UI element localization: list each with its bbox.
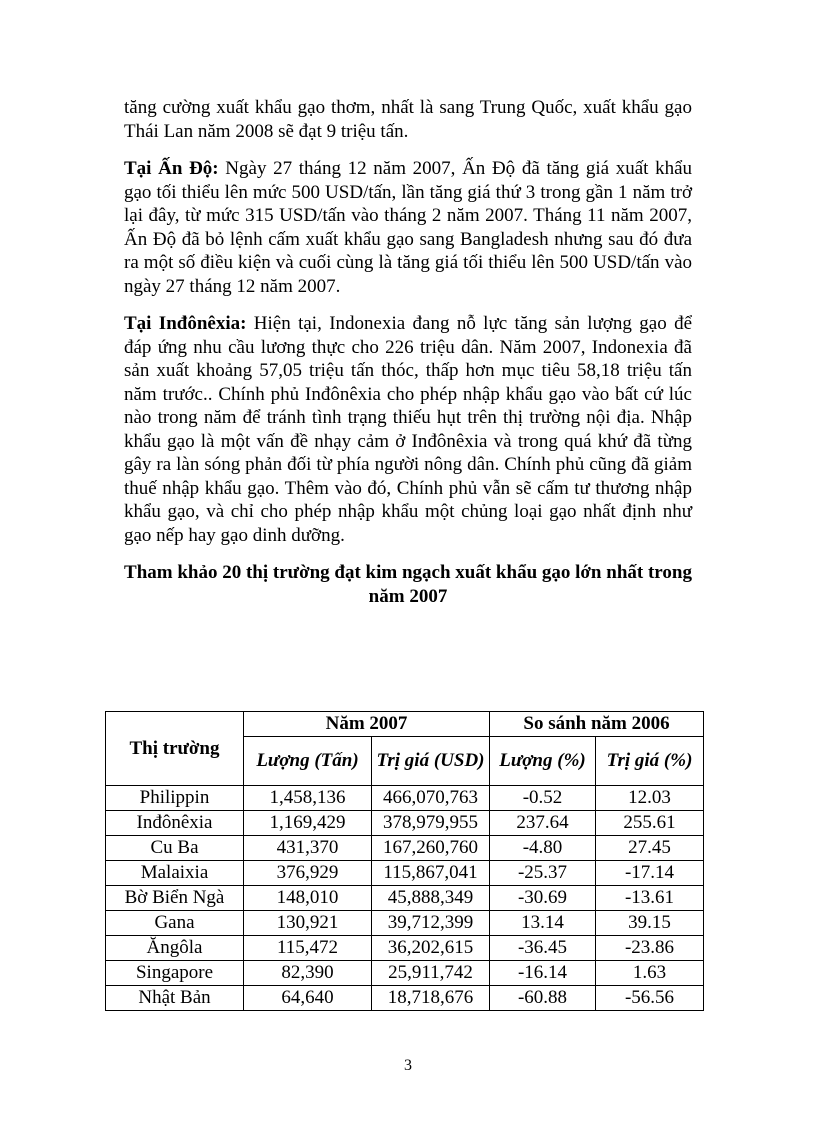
- cell-market: Cu Ba: [106, 836, 244, 861]
- table-row: [106, 886, 704, 911]
- india-paragraph: [124, 157, 692, 298]
- rice-export-table: [105, 711, 704, 1011]
- cell-value: 466,070,763: [372, 786, 490, 811]
- cell-value: 36,202,615: [372, 936, 490, 961]
- india-heading: Tại Ấn Độ:: [124, 158, 219, 179]
- cell-value: 18,718,676: [372, 986, 490, 1011]
- cell-quantity-pct: -0.52: [490, 786, 596, 811]
- cell-quantity-pct: 13.14: [490, 911, 596, 936]
- indonesia-text: Hiện tại, Indonexia đang nỗ lực tăng sản lượng gạo để đáp ứng nhu cầu lương thực cho 226 triệu dân. Năm 2007, Indonexia đã sản xuất khoảng 57,05 triệu tấn thóc, thấp hơn mục tiêu 58,18 triệu tấn năm trước.. Chính phủ Inđônêxia cho phép nhập khẩu gạo vào bất cứ lúc nào trong năm để tránh tình trạng thiếu hụt trên thị trường nội địa. Nhập khẩu gạo là một vấn đề nhạy cảm ở Inđônêxia và trong quá khứ đã từng gây ra làn sóng phản đối từ phía người nông dân. Chính phủ cũng đã giảm thuế nhập khẩu gạo. Thêm vào đó, Chính phủ vẫn sẽ cấm tư thương nhập khẩu gạo, và chỉ cho phép nhập khẩu một chủng loại gạo nhất định như gạo nếp hay gạo dinh dưỡng.: [124, 313, 692, 546]
- cell-quantity: 130,921: [244, 911, 372, 936]
- cell-quantity: 376,929: [244, 861, 372, 886]
- cell-quantity-pct: -25.37: [490, 861, 596, 886]
- cell-quantity: 148,010: [244, 886, 372, 911]
- cell-market: Bờ Biển Ngà: [106, 886, 244, 911]
- header-year-2007: Năm 2007: [244, 712, 490, 737]
- header-quantity-pct: Lượng (%): [490, 737, 596, 786]
- cell-value-pct: -56.56: [596, 986, 704, 1011]
- cell-value-pct: 27.45: [596, 836, 704, 861]
- cell-value: 167,260,760: [372, 836, 490, 861]
- cell-value-pct: 12.03: [596, 786, 704, 811]
- header-compare-2006: So sánh năm 2006: [490, 712, 704, 737]
- cell-quantity-pct: 237.64: [490, 811, 596, 836]
- cell-quantity-pct: -4.80: [490, 836, 596, 861]
- cell-quantity-pct: -36.45: [490, 936, 596, 961]
- table-row: [106, 836, 704, 861]
- indonesia-paragraph: [124, 312, 692, 547]
- page-number: 3: [404, 1057, 412, 1074]
- header-value-pct: Trị giá (%): [596, 737, 704, 786]
- header-value: Trị giá (USD): [372, 737, 490, 786]
- cell-value: 39,712,399: [372, 911, 490, 936]
- cell-value-pct: -23.86: [596, 936, 704, 961]
- cell-quantity: 64,640: [244, 986, 372, 1011]
- cell-quantity: 431,370: [244, 836, 372, 861]
- header-quantity: Lượng (Tấn): [244, 737, 372, 786]
- cell-quantity: 1,169,429: [244, 811, 372, 836]
- table-title: Tham khảo 20 thị trường đạt kim ngạch xuất khẩu gạo lớn nhất trong năm 2007: [124, 562, 692, 607]
- table-row: [106, 811, 704, 836]
- cell-value: 45,888,349: [372, 886, 490, 911]
- cell-market: Nhật Bản: [106, 986, 244, 1011]
- cell-value-pct: -13.61: [596, 886, 704, 911]
- table-row: [106, 861, 704, 886]
- cell-value-pct: 1.63: [596, 961, 704, 986]
- cell-market: Ăngôla: [106, 936, 244, 961]
- cell-quantity: 115,472: [244, 936, 372, 961]
- cell-value: 25,911,742: [372, 961, 490, 986]
- cell-quantity: 1,458,136: [244, 786, 372, 811]
- india-text: Ngày 27 tháng 12 năm 2007, Ấn Độ đã tăng giá xuất khẩu gạo tối thiểu lên mức 500 USD/tấn, lần tăng giá thứ 3 trong gần 1 năm trở lại đây, từ mức 315 USD/tấn vào tháng 2 năm 2007. Tháng 11 năm 2007, Ấn Độ đã bỏ lệnh cấm xuất khẩu gạo sang Bangladesh nhưng sau đó đưa ra một số điều kiện và cuối cùng là tăng giá tối thiểu lên 500 USD/tấn vào ngày 27 tháng 12 năm 2007.: [124, 158, 692, 297]
- table-row: [106, 986, 704, 1011]
- cell-value: 378,979,955: [372, 811, 490, 836]
- cell-value-pct: -17.14: [596, 861, 704, 886]
- cell-quantity-pct: -16.14: [490, 961, 596, 986]
- intro-paragraph: tăng cường xuất khẩu gạo thơm, nhất là sang Trung Quốc, xuất khẩu gạo Thái Lan năm 2008 sẽ đạt 9 triệu tấn.: [124, 97, 692, 142]
- cell-market: Gana: [106, 911, 244, 936]
- table-row: [106, 911, 704, 936]
- table-row: [106, 936, 704, 961]
- indonesia-heading: Tại Inđônêxia:: [124, 313, 247, 334]
- cell-value-pct: 255.61: [596, 811, 704, 836]
- cell-quantity-pct: -60.88: [490, 986, 596, 1011]
- cell-quantity: 82,390: [244, 961, 372, 986]
- table-row: [106, 961, 704, 986]
- cell-value: 115,867,041: [372, 861, 490, 886]
- table-row: [106, 786, 704, 811]
- cell-market: Singapore: [106, 961, 244, 986]
- cell-market: Malaixia: [106, 861, 244, 886]
- document-body: [124, 96, 692, 623]
- cell-market: Philippin: [106, 786, 244, 811]
- header-market: Thị trường: [106, 712, 244, 786]
- cell-quantity-pct: -30.69: [490, 886, 596, 911]
- cell-value-pct: 39.15: [596, 911, 704, 936]
- cell-market: Inđônêxia: [106, 811, 244, 836]
